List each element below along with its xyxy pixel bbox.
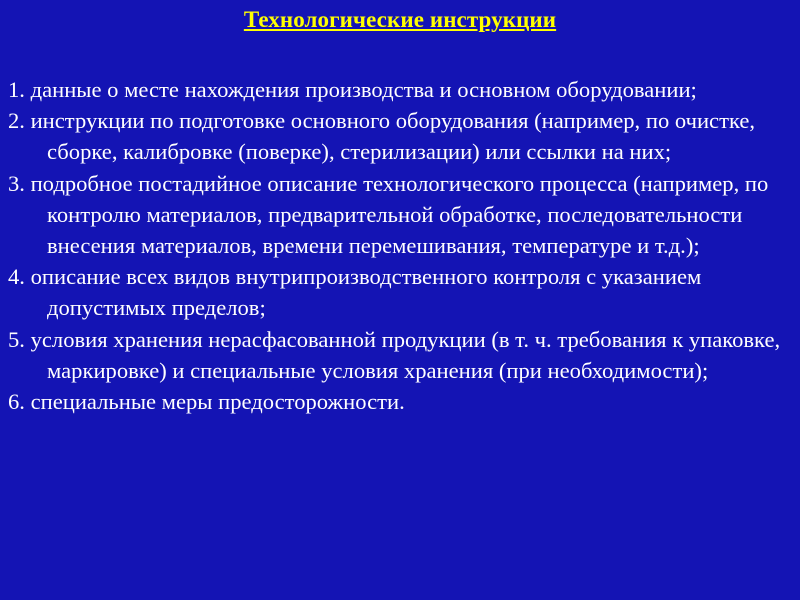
list-item: 2. инструкции по подготовке основного оборудования (например, по очистке, сборке, калибровке (поверке), стерилизации) или ссылки на них; — [8, 108, 756, 165]
list-item: 6. специальные меры предосторожности. — [8, 389, 405, 415]
list-item: 3. подробное постадийное описание технологического процесса (например, по контролю материалов, предварительной обработке, последовательности внесения материалов, времени перемешивания, температуре и т.д.); — [8, 170, 769, 259]
slide-title: Технологические инструкции — [243, 7, 557, 32]
instruction-list — [8, 74, 794, 417]
list-item: 1. данные о месте нахождения производства и основном оборудовании; — [8, 77, 697, 102]
list-item: 4. описание всех видов внутрипроизводственного контроля с указанием допустимых пределов; — [8, 264, 702, 321]
list-item: 5. условия хранения нерасфасованной продукции (в т. ч. требования к упаковке, маркировке) и специальные условия хранения (при необходимости); — [8, 326, 781, 383]
